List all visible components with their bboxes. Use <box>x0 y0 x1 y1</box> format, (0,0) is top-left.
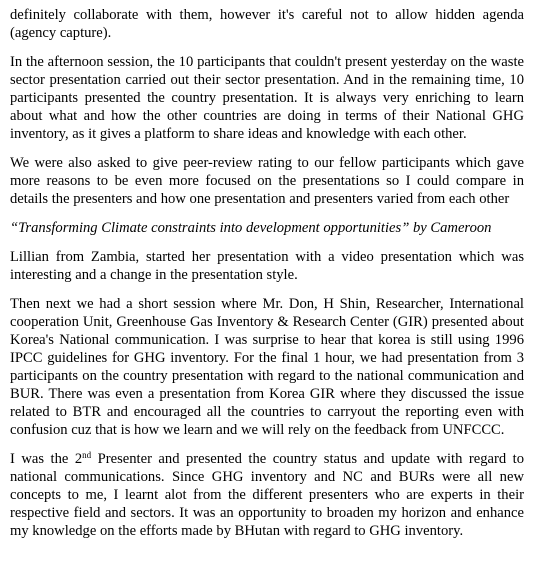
paragraph-afternoon-session: In the afternoon session, the 10 participants that couldn't present yesterday on the waste sector presentation carried out their sector presentation. And in the remaining time, 10 participants presented the country presentation. It is always very enriching to learn about what and how the other countries are doing in terms of their National GHG inventory, as it gives a platform to share ideas and knowledge with each other. <box>10 54 524 142</box>
second-presenter-rest: Presenter and presented the country status and update with regard to national communications. Since GHG inventory and NC and BURs were all new concepts to me, I learnt alot from the different presenters who are experts in their respective field and sectors. It was an opportunity to broaden my horizon and enhance my knowledge on the efforts made by BHutan with regard to GHG inventory. <box>10 451 524 539</box>
document-body <box>10 6 524 551</box>
paragraph-zambia: Lillian from Zambia, started her presentation with a video presentation which was interesting and a change in the presentation style. <box>10 249 524 283</box>
paragraph-second-presenter <box>10 450 524 540</box>
paragraph-agency-capture: definitely collaborate with them, however it's careful not to allow hidden agenda (agency capture). <box>10 7 524 41</box>
second-presenter-lead: I was the 2 <box>10 451 83 467</box>
paragraph-peer-review: We were also asked to give peer-review rating to our fellow participants which gave more reasons to be even more focused on the presentations so I could compare in details the presenters and how one presentation and presenters varied from each other <box>10 155 524 207</box>
paragraph-korea-session: Then next we had a short session where Mr. Don, H Shin, Researcher, International cooperation Unit, Greenhouse Gas Inventory & Research Center (GIR) presented about Korea's National communication. I was surprise to hear that korea is still using 1996 IPCC guidelines for GHG inventory. For the final 1 hour, we had presentation from 3 participants on the country presentation with regard to the national communication and BUR. There was even a presentation from Korea GIR where they discussed the issue related to BTR and encouraged all the countries to carryout the reporting even with confusion cuz that is how we learn and we will rely on the feedback from UNFCCC. <box>10 296 524 438</box>
presentation-title-cameroon: “Transforming Climate constraints into development opportunities” by Cameroon <box>10 220 492 236</box>
ordinal-superscript: nd <box>82 450 92 460</box>
